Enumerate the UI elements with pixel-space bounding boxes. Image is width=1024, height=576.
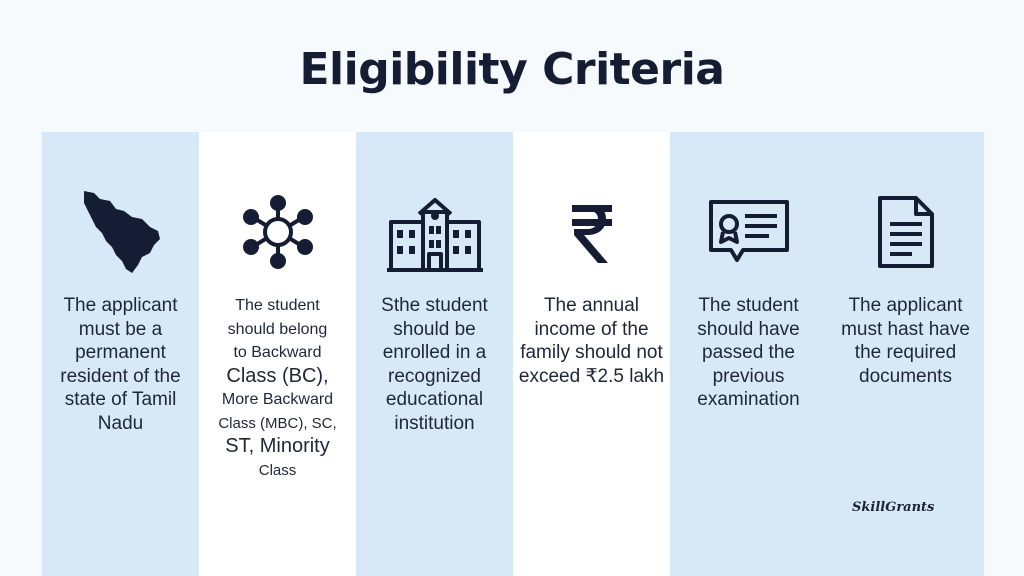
criterion-text: The student should have passed the previous examination [697,295,800,410]
document-icon [827,188,984,276]
criterion-line: ST, Minority [225,435,330,457]
certificate-icon [670,188,827,276]
criterion-examination [670,132,827,576]
criterion-line: The student [235,297,320,314]
criterion-line: Class [258,461,297,479]
criterion-line: More Backward [221,391,334,408]
criterion-income [513,132,670,576]
tamil-nadu-map-icon [42,188,199,276]
network-nodes-icon [199,188,356,276]
criterion-line: should belong [227,320,328,338]
criterion-line: Class (MBC), SC, [218,414,337,432]
criterion-text: The applicant must hast have the required documents [841,295,970,387]
school-building-icon [356,188,513,276]
criterion-category [199,132,356,576]
watermark-logo: SkillGrants [852,500,935,515]
criterion-enrollment [356,132,513,576]
criterion-text: Sthe student should be enrolled in a recognized educational institution [381,295,488,434]
criterion-text [203,294,352,482]
criterion-text: The annual income of the family should not exceed ₹2.5 lakh [518,295,665,387]
criterion-line: Class (BC), [226,364,329,387]
criteria-columns [42,132,984,576]
page-title: Eligibility Criteria [299,44,725,95]
criterion-text: The applicant must be a permanent resident of the state of Tamil Nadu [60,295,181,434]
rupee-icon [513,188,670,276]
criterion-line: to Backward [233,344,322,361]
criterion-residency [42,132,199,576]
